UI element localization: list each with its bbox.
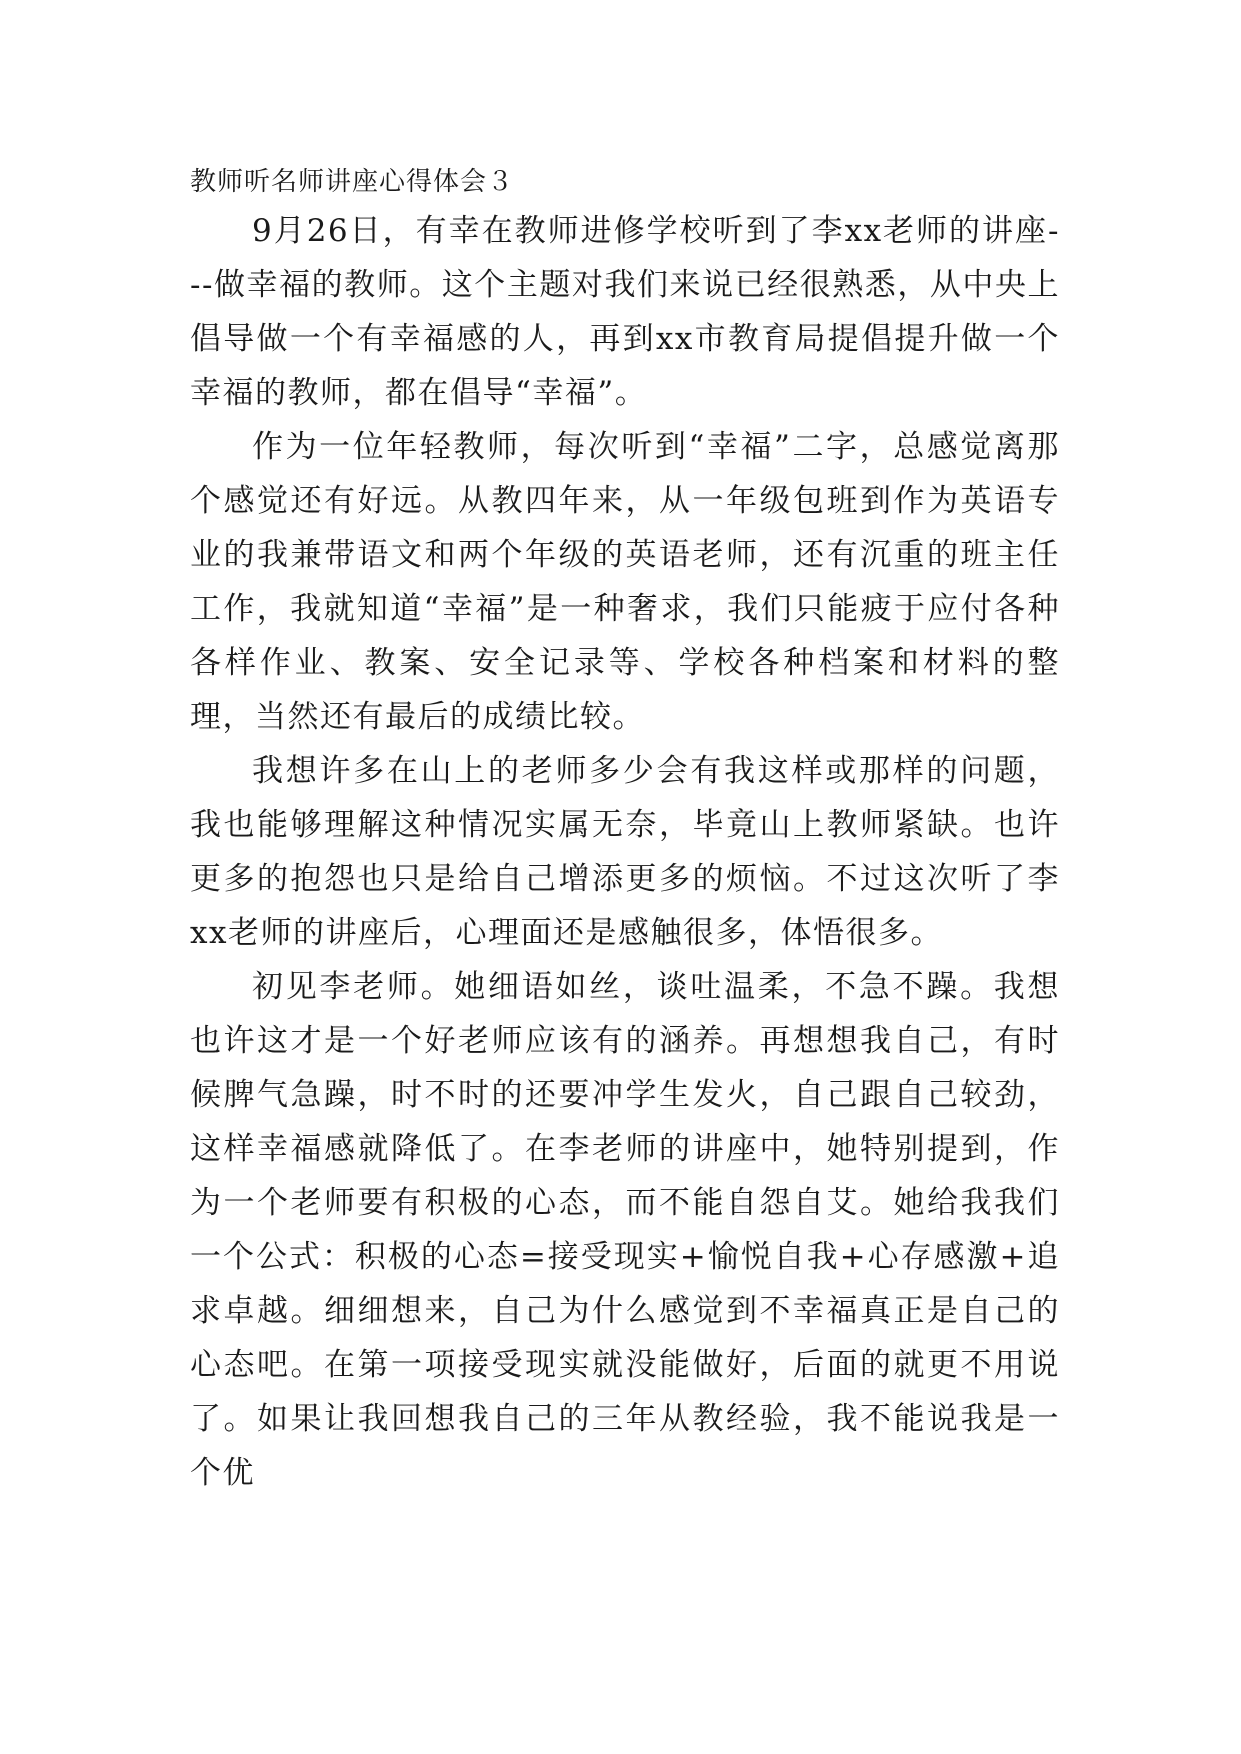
- paragraph-4: 初见李老师。她细语如丝，谈吐温柔，不急不躁。我想也许这才是一个好老师应该有的涵养。再想想我自己，有时候脾气急躁，时不时的还要冲学生发火，自己跟自己较劲，这样幸福感就降低了。在李老师的讲座中，她特别提到，作为一个老师要有积极的心态，而不能自怨自艾。她给我我们一个公式：积极的心态=接受现实+愉悦自我+心存感激+追求卓越。细细想来，自己为什么感觉到不幸福真正是自己的心态吧。在第一项接受现实就没能做好，后面的就更不用说了。如果让我回想我自己的三年从教经验，我不能说我是一个优: [190, 969, 1060, 1491]
- document-body: [190, 160, 1060, 1500]
- paragraph-2: 作为一位年轻教师，每次听到“幸福”二字，总感觉离那个感觉还有好远。从教四年来，从一年级包班到作为英语专业的我兼带语文和两个年级的英语老师，还有沉重的班主任工作，我就知道“幸福”是一种奢求，我们只能疲于应付各种各样作业、教案、安全记录等、学校各种档案和材料的整理，当然还有最后的成绩比较。: [190, 429, 1060, 735]
- document-title: 教师听名师讲座心得体会３: [190, 167, 515, 197]
- paragraph-3: 我想许多在山上的老师多少会有我这样或那样的问题，我也能够理解这种情况实属无奈，毕竟山上教师紧缺。也许更多的抱怨也只是给自己增添更多的烦恼。不过这次听了李xx老师的讲座后，心理面还是感触很多，体悟很多。: [190, 753, 1060, 951]
- paragraph-1: 9月26日，有幸在教师进修学校听到了李xx老师的讲座---做幸福的教师。这个主题对我们来说已经很熟悉，从中央上倡导做一个有幸福感的人，再到xx市教育局提倡提升做一个幸福的教师，都在倡导“幸福”。: [190, 213, 1060, 411]
